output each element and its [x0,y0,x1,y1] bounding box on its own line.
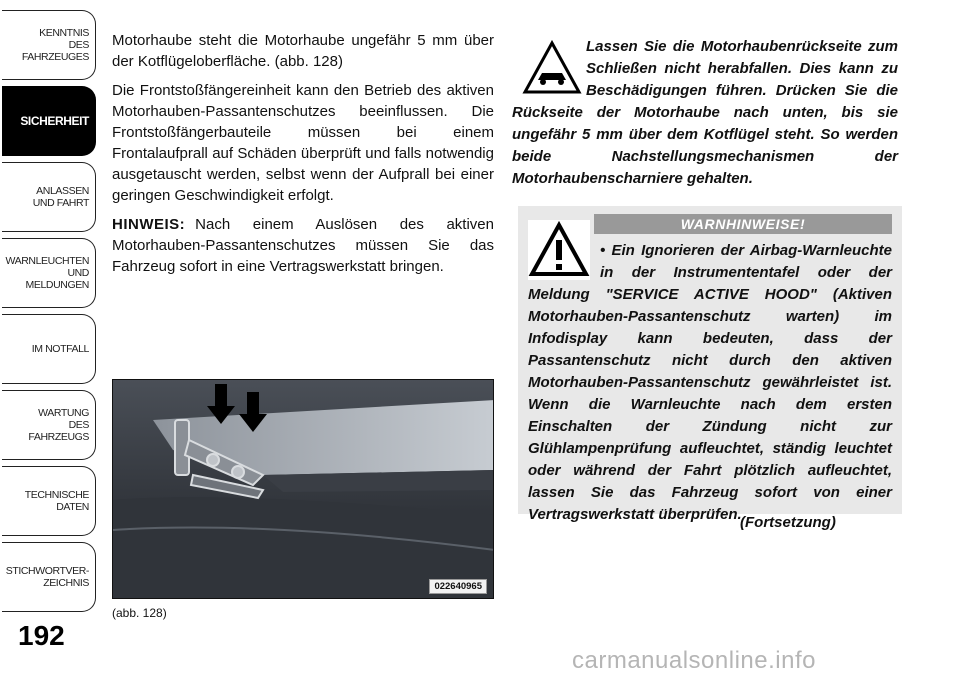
tab-kenntnis-des-fahrzeuges[interactable] [2,10,96,80]
tab-technische-daten[interactable] [2,466,96,536]
tab-anlassen-und-fahrt[interactable] [2,162,96,232]
hood-hinge-figure [112,379,494,599]
tab-label: IM NOTFALL [31,343,89,355]
figure-caption: (abb. 128) [112,606,167,620]
tab-label: ANLASSEN UND FAHRT [32,185,89,209]
tab-label: STICHWORTVER- ZEICHNIS [5,565,89,589]
page-number: 192 [18,620,65,651]
caution-block [512,36,898,190]
chapter-tabs [0,0,98,600]
car-caution-icon [522,40,582,96]
figure-code: 022640965 [429,579,487,594]
left-column [112,30,494,285]
note-label: HINWEIS: [112,216,186,233]
hood-hinge-illustration [113,380,494,599]
right-column [512,36,898,190]
tab-label: WARNLEUCHTEN UND MELDUNGEN [5,255,89,291]
warning-title: WARNHINWEISE! [594,214,892,234]
tab-label: SICHERHEIT [20,114,89,128]
continued-label: (Fortsetzung) [740,514,836,531]
warning-text-content: • Ein Ignorieren der Airbag-Warnleuchte in der Instrumententafel oder der Meldung "SERVICE ACTIVE HOOD" (Aktiven Motorhauben-Passantenschutz warten) im Infodisplay kann bedeuten, dass der Passantenschutz nicht durch den aktiven Motorhauben-Passantenschutz gewährleistet ist. Wenn die Warnleuchte nach dem ersten Einschalten der Zündung nicht zur Glühlampenprüfung aufleuchtet, ständig leuchtet oder während der Fahrt plötzlich aufleuchtet, lassen Sie das Fahrzeug sofort von einer Vertragswerkstatt überprüfen. [528,242,892,523]
tab-label: KENNTNIS DES FAHRZEUGES [21,27,89,63]
tab-label: WARTUNG DES FAHRZEUGS [28,407,89,443]
warning-icon-spacer [528,240,600,280]
tab-sicherheit[interactable] [2,86,96,156]
caution-text-content: Lassen Sie die Motorhaubenrückseite zum Schließen nicht herabfallen. Dies kann zu Beschädigungen führen. Drücken Sie die Rückseite der Motorhaube nach unten, bis sie ungefähr 5 mm über dem Kotflügel steht. So werden beide Nachstellungsmechanismen der Motorhaubenscharniere gehalten. [512,38,898,187]
note-paragraph [112,214,494,277]
tab-label: TECHNISCHE DATEN [24,489,89,513]
tab-warnleuchten-und-meldungen[interactable] [2,238,96,308]
paragraph-bumper-info: Die Frontstoßfängereinheit kann den Betrieb des aktiven Motorhauben-Passantenschutzes beeinflussen. Die Frontstoßfängerbauteile müssen bei einem Frontalaufprall auf Schäden überprüft und falls notwendig ausgetauscht werden, selbst wenn der Aufprall bei einer geringen Geschwindigkeit erfolgt. [112,82,494,204]
tab-wartung-des-fahrzeugs[interactable] [2,390,96,460]
tab-stichwortverzeichnis[interactable] [2,542,96,612]
warning-text [528,240,892,526]
paragraph-hood-position: Motorhaube steht die Motorhaube ungefähr 5 mm über der Kotflügeloberfläche. (abb. 128) [112,32,494,70]
tab-im-notfall[interactable] [2,314,96,384]
watermark: carmanualsonline.info [572,647,816,674]
note-text: Nach einem Auslösen des aktiven Motorhauben-Passantenschutzes müssen Sie das Fahrzeug sofort in eine Vertragswerkstatt bringen. [112,216,494,275]
